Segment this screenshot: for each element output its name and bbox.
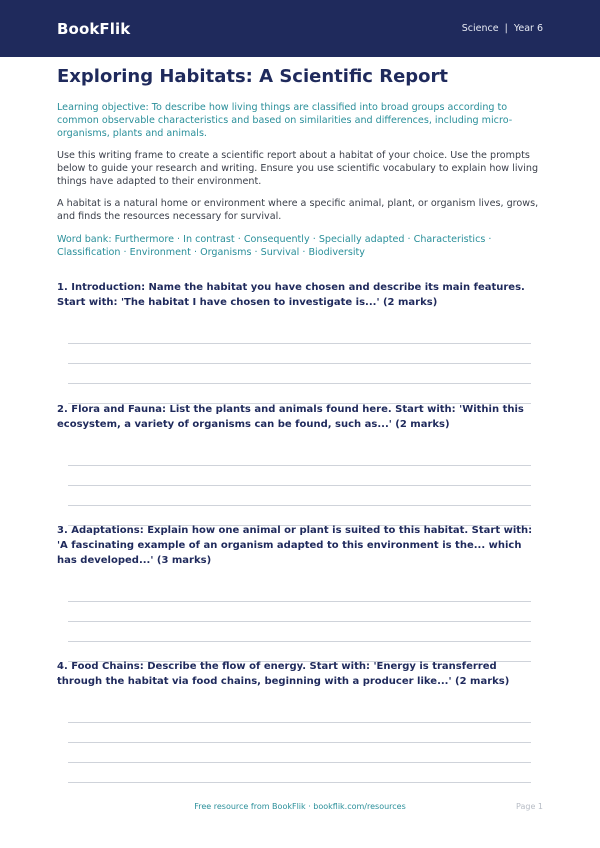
question-2-prompt: 2. Flora and Fauna: List the plants and animals found here. Start with: 'Within this ecosystem, a variety of organisms can be found, such as...' (2 marks) (57, 404, 524, 430)
word-bank-term: Classification (57, 247, 121, 258)
answer-line[interactable] (68, 383, 531, 384)
meta-separator: | (504, 23, 508, 34)
word-bank-label: Word bank: (57, 234, 112, 245)
instructions-paragraph: Use this writing frame to create a scientific report about a habitat of your choice. Use the prompts below to guide your research and writing. Ensure you use scientific vocabulary to explain how living things have adapted to their environment. (57, 150, 539, 187)
word-bank-term: In contrast (183, 234, 235, 245)
word-bank-term: Furthermore (114, 234, 174, 245)
habitat-definition: A habitat is a natural home or environment where a specific animal, plant, or organism lives, grows, and finds the resources necessary for survival. (57, 198, 539, 222)
subject-year-label (462, 23, 543, 34)
answer-line[interactable] (68, 485, 531, 486)
answer-line[interactable] (68, 641, 531, 642)
answer-line[interactable] (68, 343, 531, 344)
page-header (0, 0, 600, 57)
page-number: Page 1 (516, 802, 543, 811)
answer-line[interactable] (68, 782, 531, 783)
word-bank-term: Consequently (243, 234, 310, 245)
question-4-prompt: 4. Food Chains: Describe the flow of energy. Start with: 'Energy is transferred through the habitat via food chains, beginning with a producer like...' (2 marks) (57, 661, 510, 687)
word-bank-term: Survival (260, 247, 300, 258)
word-bank-term: Environment (129, 247, 191, 258)
subject-label: Science (461, 23, 499, 34)
word-bank-term: Specially adapted (318, 234, 405, 245)
answer-line[interactable] (68, 722, 531, 723)
answer-line[interactable] (68, 363, 531, 364)
word-bank-term: Organisms (200, 247, 252, 258)
footer-credit-link[interactable]: Free resource from BookFlik · bookflik.com/resources (194, 802, 406, 811)
answer-line[interactable] (68, 621, 531, 622)
year-label: Year 6 (513, 23, 543, 34)
page-footer (0, 802, 600, 814)
word-bank-term: Characteristics (413, 234, 486, 245)
word-bank: Word bank: Furthermore · In contrast · Consequently · Specially adapted · Characteristics · Classification · Environment · Organisms · Survival · Biodiversity (57, 234, 492, 258)
worksheet-intro (57, 66, 543, 259)
learning-objective: Learning objective: To describe how living things are classified into broad groups according to common observable characteristics and based on similarities and differences, including micro-organisms, plants and animals. (57, 102, 513, 139)
answer-line[interactable] (68, 601, 531, 602)
answer-line[interactable] (68, 762, 531, 763)
answer-line[interactable] (68, 505, 531, 506)
answer-line[interactable] (68, 465, 531, 466)
brand-logo-text: BookFlik (57, 19, 131, 38)
word-bank-term: Biodiversity (308, 247, 365, 258)
page-title: Exploring Habitats: A Scientific Report (57, 66, 449, 87)
question-1-prompt: 1. Introduction: Name the habitat you have chosen and describe its main features. Start with: 'The habitat I have chosen to investigate is...' (2 marks) (57, 282, 525, 308)
answer-line[interactable] (68, 742, 531, 743)
question-3-prompt: 3. Adaptations: Explain how one animal or plant is suited to this habitat. Start with: 'A fascinating example of an organism adapted to this environment is the... which has developed...' (3 marks) (57, 525, 533, 566)
